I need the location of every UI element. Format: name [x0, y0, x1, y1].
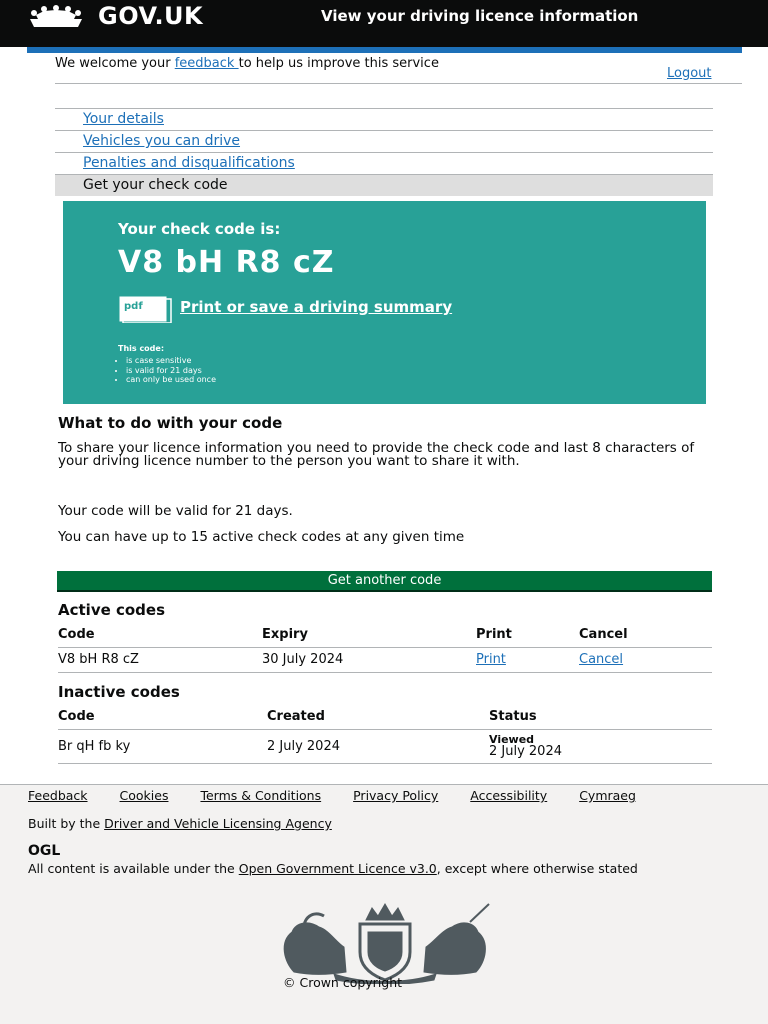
col-created-header: Created: [267, 709, 325, 724]
inactive-codes-heading: Inactive codes: [58, 683, 180, 701]
subnav-link-label[interactable]: Vehicles you can drive: [83, 133, 241, 149]
code-note-item: • is valid for 21 days: [126, 366, 216, 376]
ogl-link[interactable]: Open Government Licence v3.0: [238, 861, 437, 876]
table-row: [58, 648, 712, 673]
logout-link[interactable]: Logout: [667, 66, 712, 81]
active-codes-heading: Active codes: [58, 601, 166, 619]
subnav-link-label: Get your check code: [83, 177, 228, 193]
pdf-document-icon[interactable]: [116, 296, 173, 323]
footer-link-accessibility[interactable]: Accessibility: [470, 788, 548, 803]
built-by-text: [28, 816, 332, 831]
code-note-item: • is case sensitive: [126, 356, 216, 366]
validity-paragraph: Your code will be valid for 21 days.: [58, 503, 293, 519]
licence-suffix: , except where otherwise stated: [436, 861, 638, 876]
active-codes-table: [58, 626, 712, 673]
crown-copyright: © Crown copyright: [283, 975, 403, 990]
service-name[interactable]: View your driving licence information: [321, 7, 639, 25]
footer-link-feedback[interactable]: Feedback: [28, 788, 88, 803]
col-status-header: Status: [489, 709, 537, 724]
cancel-code-link[interactable]: Cancel: [579, 652, 624, 667]
inactive-created-value: 2 July 2024: [267, 739, 340, 754]
header-blue-bar: [27, 47, 742, 53]
banner-text-before: We welcome your: [55, 56, 175, 71]
feedback-link[interactable]: feedback: [174, 56, 239, 71]
licence-text: [28, 863, 748, 875]
footer-link-terms[interactable]: Terms & Conditions: [200, 788, 322, 803]
feedback-banner: [55, 56, 439, 71]
code-notes-list: [126, 356, 216, 385]
royal-coat-of-arms-icon: [274, 902, 496, 984]
footer-link-privacy[interactable]: Privacy Policy: [353, 788, 439, 803]
active-code-value: V8 bH R8 cZ: [58, 652, 139, 667]
col-print-header: Print: [476, 627, 512, 642]
inactive-code-value: Br qH fb ky: [58, 739, 131, 754]
crown-icon: [26, 5, 86, 29]
dvla-link[interactable]: Driver and Vehicle Licensing Agency: [104, 816, 332, 831]
inactive-status-label: Viewed: [489, 733, 535, 746]
subnav-link-label[interactable]: Your details: [83, 111, 164, 127]
inactive-status-date: 2 July 2024: [489, 744, 562, 759]
subnav-item-penalties[interactable]: [55, 152, 713, 174]
subnav-item-check-code: [55, 174, 713, 196]
table-header-row: [58, 626, 712, 648]
licence-prefix: All content is available under the: [28, 861, 239, 876]
get-another-code-button[interactable]: Get another code: [57, 571, 712, 592]
inactive-codes-table: [58, 708, 712, 764]
print-summary-link[interactable]: Print or save a driving summary: [180, 298, 453, 316]
footer-link-cookies[interactable]: Cookies: [119, 788, 169, 803]
site-footer: [0, 784, 768, 1024]
table-row: [58, 730, 712, 764]
sub-navigation: [55, 108, 713, 196]
check-code-value: V8 bH R8 cZ: [118, 245, 335, 280]
code-note-item: • can only be used once: [126, 375, 216, 385]
check-code-panel: [63, 201, 706, 404]
instructions-paragraph: To share your licence information you need to provide the check code and last 8 characters of your driving licence number to the person you want to share it with.: [58, 440, 695, 469]
limit-paragraph: You can have up to 15 active check codes at any given time: [58, 529, 465, 545]
ogl-logo-icon: [28, 843, 102, 857]
govuk-logotype[interactable]: GOV.UK: [98, 2, 204, 30]
footer-links: [28, 789, 728, 802]
ogl-logo-text: OGL: [28, 843, 61, 857]
subnav-item-your-details[interactable]: [55, 108, 713, 130]
code-notes-title: This code:: [118, 344, 165, 353]
col-cancel-header: Cancel: [579, 627, 628, 642]
active-expiry-value: 30 July 2024: [262, 652, 344, 667]
subnav-link-label[interactable]: Penalties and disqualifications: [83, 155, 295, 171]
col-expiry-header: Expiry: [262, 627, 308, 642]
check-code-label: Your check code is:: [118, 220, 281, 238]
table-header-row: [58, 708, 712, 730]
built-by-prefix: Built by the: [28, 816, 105, 831]
site-header: [0, 0, 768, 47]
pdf-icon-label: pdf: [124, 301, 143, 312]
col-code-header: Code: [58, 709, 95, 724]
footer-link-cymraeg[interactable]: Cymraeg: [579, 788, 636, 803]
banner-text-after: to help us improve this service: [238, 56, 439, 71]
what-to-do-heading: What to do with your code: [58, 414, 283, 432]
subnav-item-vehicles[interactable]: [55, 130, 713, 152]
banner-divider: [55, 83, 742, 84]
print-code-link[interactable]: Print: [476, 652, 506, 667]
col-code-header: Code: [58, 627, 95, 642]
